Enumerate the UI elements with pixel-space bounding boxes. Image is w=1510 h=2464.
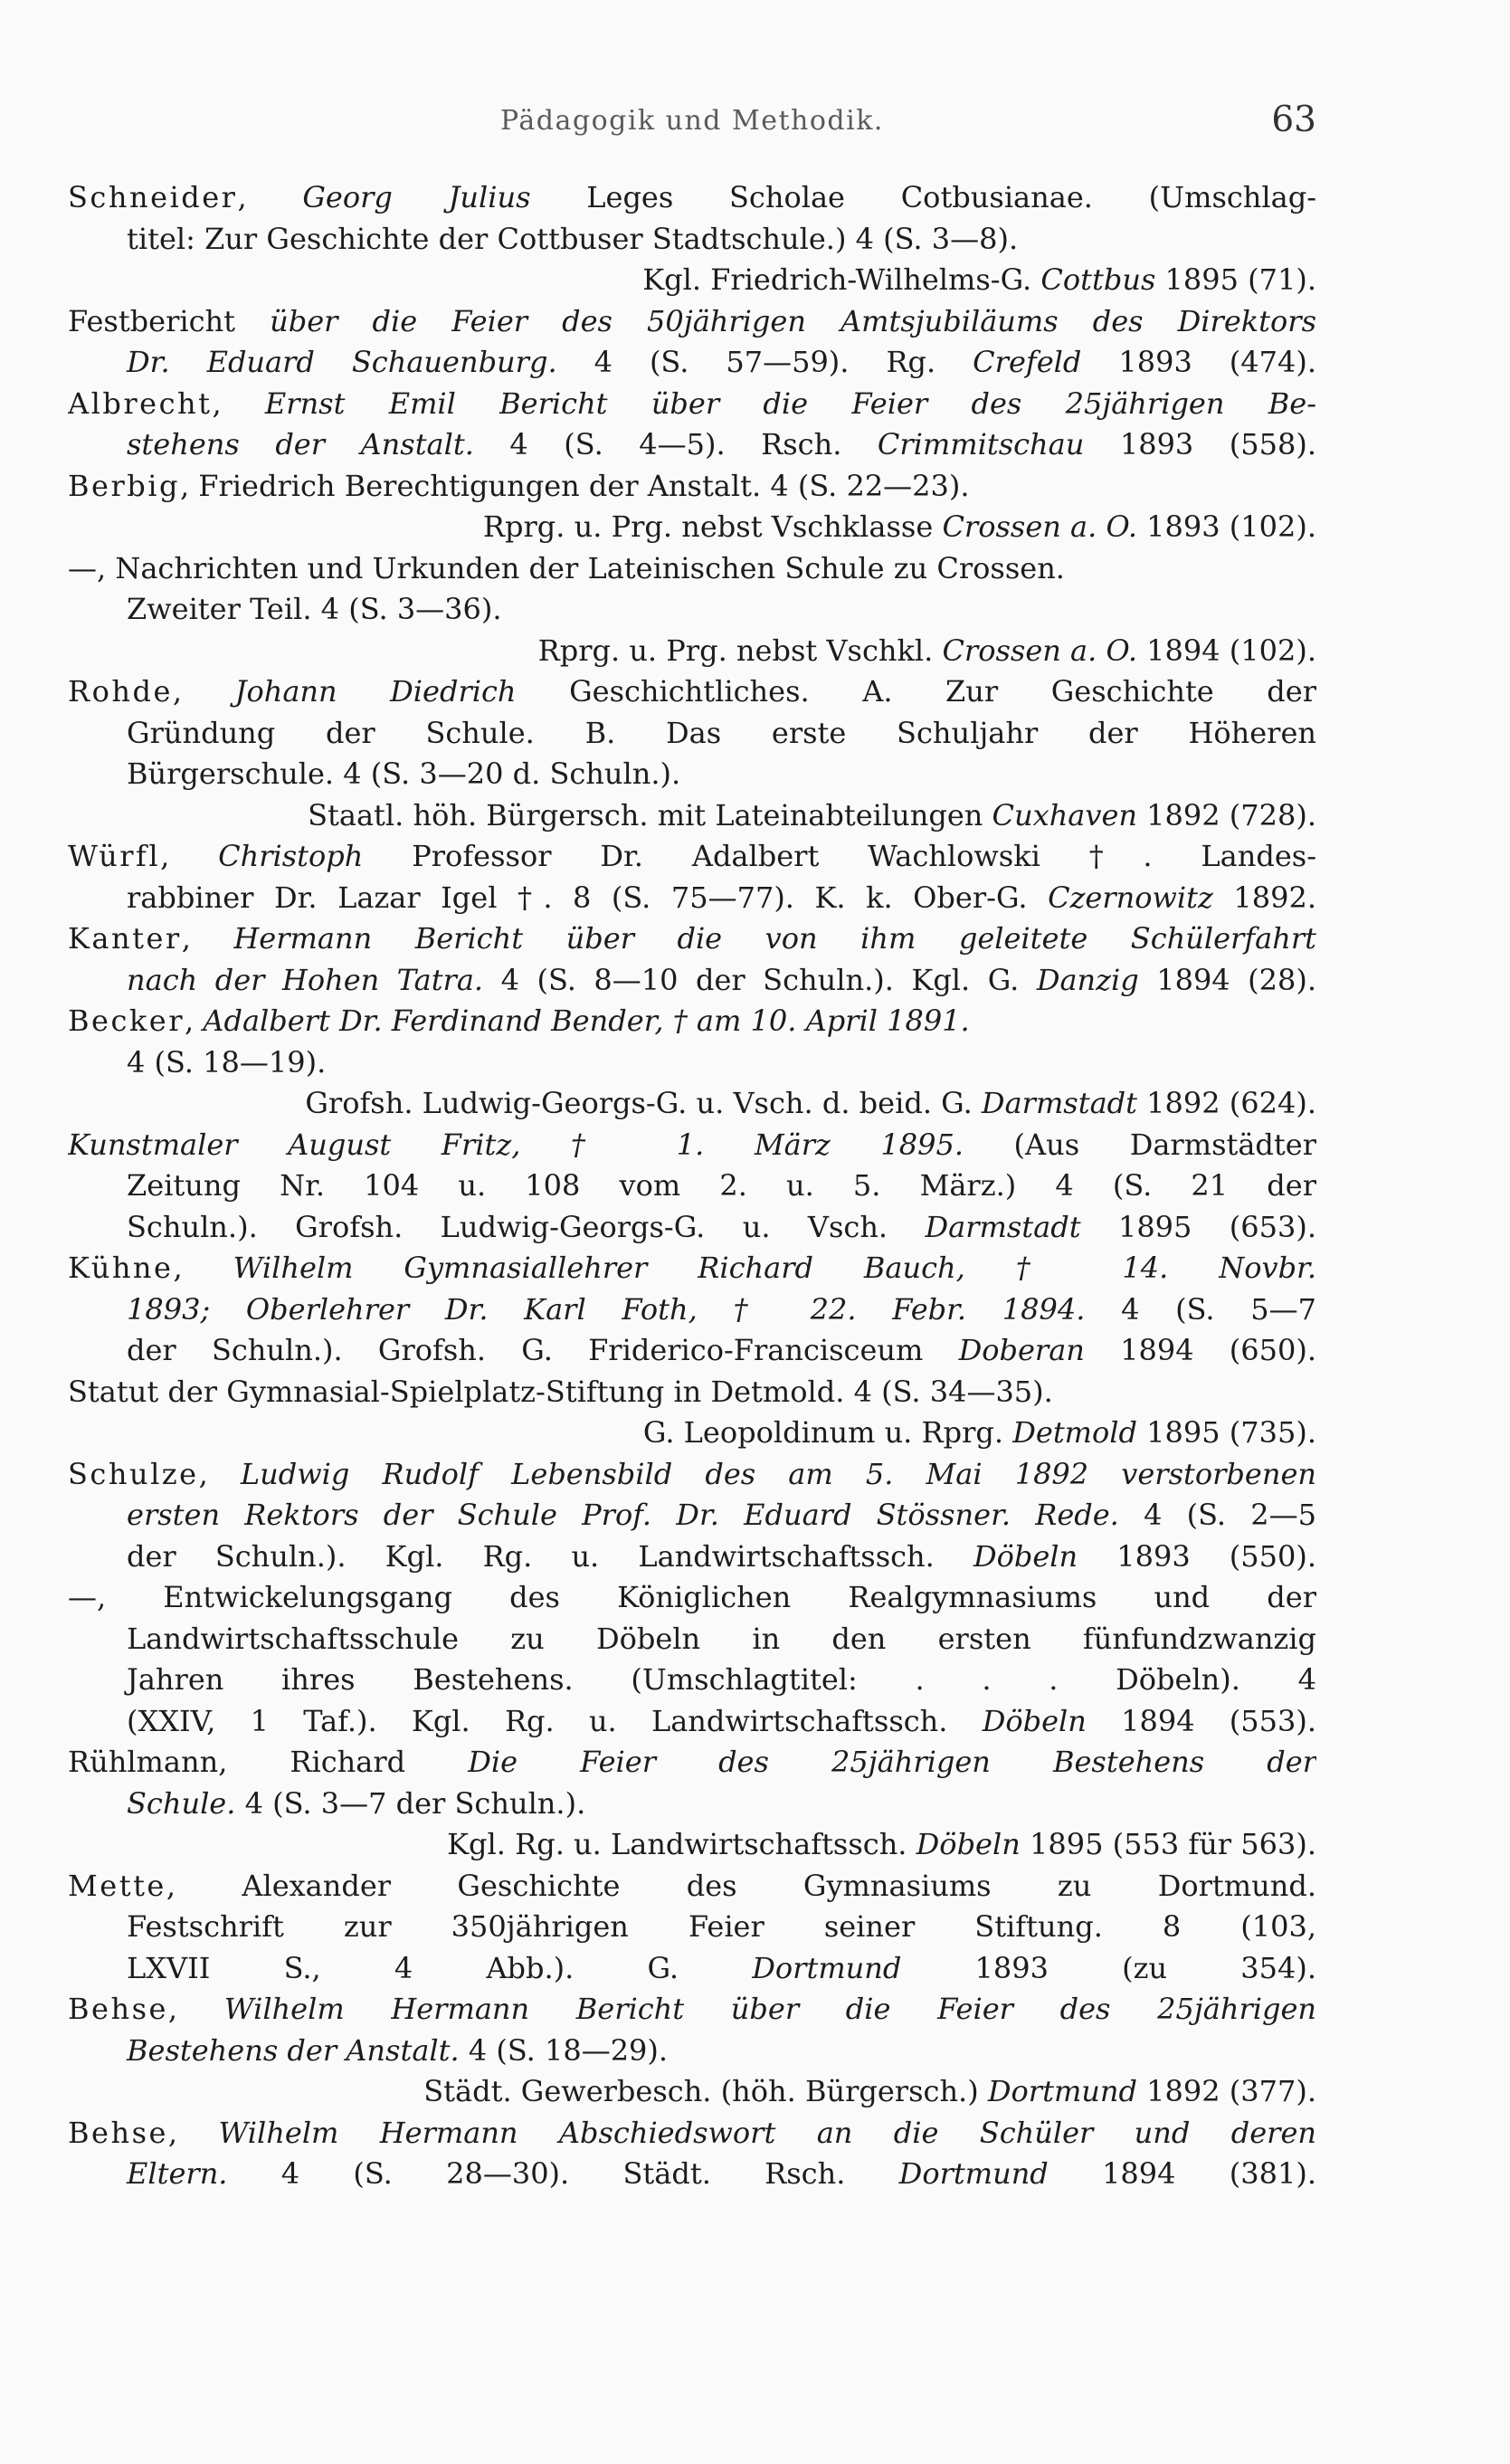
italic-text: Johann Diedrich xyxy=(234,674,517,709)
italic-text: 1893; Oberlehrer Dr. Karl Foth, † 22. Febr. 1894. xyxy=(127,1291,1086,1327)
text-run: , xyxy=(167,2115,219,2150)
author-name: Becker xyxy=(68,1004,185,1038)
text-line xyxy=(68,754,1316,795)
italic-text: Eltern. xyxy=(127,2156,228,2191)
text-line xyxy=(68,1495,1316,1536)
text-line xyxy=(68,1948,1316,1990)
text-run: LXVII S., 4 Abb.). G. xyxy=(127,1950,753,1985)
text-run: Leges Scholae Cotbusianae. (Umschlag- xyxy=(530,180,1316,214)
text-line xyxy=(68,1742,1316,1784)
italic-text: Döbeln xyxy=(916,1827,1021,1861)
text-line xyxy=(68,1784,1316,1825)
text-run: 1892. xyxy=(1212,880,1316,915)
author-name: Schulze xyxy=(68,1456,199,1491)
author-name: Rohde xyxy=(68,674,173,709)
author-name: Mette xyxy=(68,1868,166,1903)
italic-text: Dortmund xyxy=(987,2074,1137,2108)
text-run: Rühlmann, Richard xyxy=(68,1745,469,1779)
italic-text: Darmstadt xyxy=(925,1209,1081,1244)
text-line xyxy=(68,342,1316,384)
text-line xyxy=(68,301,1316,343)
text-line xyxy=(68,2154,1316,2195)
italic-text: Detmold xyxy=(1012,1415,1137,1450)
italic-text: Dortmund xyxy=(898,2156,1049,2191)
italic-text: Ludwig Rudolf Lebensbild des am 5. Mai 1892 verstorbenen xyxy=(240,1456,1316,1491)
text-run: 1895 (653). xyxy=(1080,1209,1316,1244)
text-run: , xyxy=(173,1251,233,1285)
text-run: , xyxy=(237,180,303,214)
italic-text: Dortmund xyxy=(752,1950,902,1985)
text-run: 1893 (102). xyxy=(1137,509,1316,544)
text-line xyxy=(68,795,1316,837)
italic-text: Crossen a. O. xyxy=(942,633,1137,668)
italic-text: Doberan xyxy=(958,1333,1085,1367)
text-line xyxy=(68,589,1316,631)
italic-text: Darmstadt xyxy=(981,1086,1137,1120)
text-run: , xyxy=(212,385,265,421)
text-run: , xyxy=(198,1456,241,1491)
text-run: der Schuln.). Grofsh. G. Friderico-Francisceum xyxy=(127,1333,959,1367)
italic-text: Die Feier des 25jährigen Bestehens der xyxy=(468,1745,1316,1779)
italic-text: über die Feier des 50jährigen Amtsjubiläums des Direktors xyxy=(270,303,1316,338)
text-run: 4 (S. 2—5 xyxy=(1118,1498,1316,1532)
text-line xyxy=(68,1577,1316,1619)
text-run: 1894 (553). xyxy=(1086,1703,1316,1738)
italic-text: nach der Hohen Tatra. xyxy=(127,962,484,997)
text-run: 4 (S. 8—10 der Schuln.). Kgl. G. xyxy=(483,962,1037,997)
text-line xyxy=(68,466,1316,508)
author-name: Schneider xyxy=(68,180,238,214)
italic-text: Bestehens der Anstalt. xyxy=(127,2032,460,2068)
author-name: Behse xyxy=(68,1992,168,2026)
italic-text: Hermann Bericht über die von ihm geleitete Schülerfahrt xyxy=(233,921,1316,956)
text-run: Landwirtschaftsschule zu Döbeln in den ersten fünfundzwanzig xyxy=(127,1621,1316,1656)
text-run: Festschrift zur 350jährigen Feier seiner Stiftung. 8 (103, xyxy=(127,1909,1316,1944)
text-line xyxy=(68,1125,1316,1166)
text-run: 4 (S. 57—59). Rg. xyxy=(556,345,973,379)
text-run: 1895 (735). xyxy=(1137,1415,1316,1450)
text-run: 1895 (71). xyxy=(1155,262,1316,297)
italic-text: Adalbert Dr. Ferdinand Bender, † am 10. April 1891. xyxy=(203,1004,970,1038)
text-line xyxy=(68,384,1316,425)
author-name: Kanter xyxy=(68,921,182,956)
text-run: rabbiner Dr. Lazar Igel †. 8 (S. 75—77). K. k. Ober-G. xyxy=(127,880,1049,915)
italic-text: Crimmitschau xyxy=(877,427,1085,461)
italic-text: Wilhelm Gymnasiallehrer Richard Bauch, † 14. Novbr. xyxy=(233,1251,1316,1285)
text-line xyxy=(68,1083,1316,1125)
text-run: —, Nachrichten und Urkunden der Lateinischen Schule zu Crossen. xyxy=(68,550,1065,585)
italic-text: Kunstmaler August Fritz, † 1. März 1895. xyxy=(68,1127,964,1162)
text-run: 4 (S. 18—29). xyxy=(459,2032,669,2068)
text-line xyxy=(68,219,1316,261)
text-run: , Alexander Geschichte des Gymnasiums zu Dortmund. xyxy=(166,1868,1316,1903)
italic-text: ersten Rektors der Schule Prof. Dr. Eduard Stössner. Rede. xyxy=(127,1498,1119,1532)
text-run: Rprg. u. Prg. nebst Vschklasse xyxy=(482,509,943,544)
text-run: 4 (S. 18—19). xyxy=(127,1044,327,1080)
text-line xyxy=(68,2031,1316,2072)
text-line xyxy=(68,713,1316,755)
text-line xyxy=(68,1042,1316,1084)
text-run: 4 (S. 4—5). Rsch. xyxy=(473,427,878,461)
author-name: Behse xyxy=(68,2115,168,2150)
text-run: 1894 (381). xyxy=(1048,2156,1316,2191)
text-line xyxy=(68,1001,1316,1042)
text-line xyxy=(68,1866,1316,1907)
text-run: Städt. Gewerbesch. (höh. Bürgersch.) xyxy=(423,2074,988,2108)
italic-text: Wilhelm Hermann Abschiedswort an die Schüler und deren xyxy=(218,2115,1316,2150)
text-run: 4 (S. 5—7 xyxy=(1085,1291,1316,1327)
italic-text: stehens der Anstalt. xyxy=(127,427,474,461)
text-run: , xyxy=(181,921,234,956)
text-run: Bürgerschule. 4 (S. 3—20 d. Schuln.). xyxy=(127,756,681,791)
text-run: 1893 (474). xyxy=(1081,345,1316,379)
text-line xyxy=(68,507,1316,548)
text-run: Rprg. u. Prg. nebst Vschkl. xyxy=(537,633,943,668)
text-run: Jahren ihres Bestehens. (Umschlagtitel: . . . Döbeln). 4 xyxy=(127,1662,1316,1697)
italic-text: Cottbus xyxy=(1040,262,1156,297)
text-run: G. Leopoldinum u. Rprg. xyxy=(642,1415,1013,1450)
text-line xyxy=(68,1536,1316,1578)
text-line xyxy=(68,177,1316,219)
text-line xyxy=(68,1701,1316,1743)
text-run: Grofsh. Ludwig-Georgs-G. u. Vsch. d. beid. G. xyxy=(305,1086,982,1120)
text-line xyxy=(68,1372,1316,1413)
text-run: Staatl. höh. Bürgersch. mit Lateinabteilungen xyxy=(308,797,992,832)
text-line xyxy=(68,960,1316,1002)
text-line xyxy=(68,1165,1316,1207)
text-line xyxy=(68,1989,1316,2031)
text-line xyxy=(68,2071,1316,2113)
italic-text: Wilhelm Hermann Bericht über die Feier des 25jährigen xyxy=(223,1992,1316,2026)
text-line xyxy=(68,1330,1316,1372)
text-run: Kgl. Rg. u. Landwirtschaftssch. xyxy=(447,1827,916,1861)
author-name: Berbig xyxy=(68,468,180,503)
text-run: —, Entwickelungsgang des Königlichen Realgymnasiums und der xyxy=(68,1580,1316,1614)
text-run: 1892 (624). xyxy=(1137,1086,1316,1120)
text-run: der Schuln.). Kgl. Rg. u. Landwirtschaftssch. xyxy=(127,1538,973,1574)
italic-text: Schule. xyxy=(127,1785,236,1821)
text-line xyxy=(68,1248,1316,1289)
text-line xyxy=(68,918,1316,960)
text-run: , xyxy=(185,1004,204,1038)
text-run: Schuln.). Grofsh. Ludwig-Georgs-G. u. Vsch. xyxy=(127,1209,926,1244)
italic-text: Czernowitz xyxy=(1048,880,1213,915)
text-line xyxy=(68,836,1316,878)
text-run: Festbericht xyxy=(68,303,271,338)
text-run: 4 (S. 28—30). Städt. Rsch. xyxy=(227,2156,899,2191)
text-run: Geschichtliches. A. Zur Geschichte der xyxy=(516,674,1316,709)
text-run: 1894 (28). xyxy=(1138,962,1316,997)
text-run: titel: Zur Geschichte der Cottbuser Stadtschule.) 4 (S. 3—8). xyxy=(127,221,1019,256)
italic-text: Döbeln xyxy=(982,1703,1087,1738)
text-run: 4 (S. 3—7 der Schuln.). xyxy=(235,1785,586,1821)
italic-text: Crefeld xyxy=(973,345,1082,379)
text-line xyxy=(68,424,1316,466)
text-run: 1895 (553 für 563). xyxy=(1020,1827,1316,1861)
text-run: 1892 (377). xyxy=(1137,2074,1316,2108)
text-line xyxy=(68,878,1316,919)
text-run: Zeitung Nr. 104 u. 108 vom 2. u. 5. März.) 4 (S. 21 der xyxy=(127,1168,1316,1203)
italic-text: Danzig xyxy=(1036,962,1139,997)
running-title: Pädagogik und Methodik. xyxy=(500,105,884,137)
text-line xyxy=(68,1660,1316,1701)
text-run: 1893 (zu 354). xyxy=(901,1950,1316,1985)
italic-text: Crossen a. O. xyxy=(942,509,1137,544)
text-run: 1893 (558). xyxy=(1084,427,1316,461)
text-line xyxy=(68,1207,1316,1249)
text-run: (Aus Darmstädter xyxy=(964,1127,1316,1162)
text-run: Gründung der Schule. B. Das erste Schuljahr der Höheren xyxy=(127,715,1316,750)
author-name: Kühne xyxy=(68,1251,174,1285)
text-line xyxy=(68,1824,1316,1866)
page-header xyxy=(68,100,1316,145)
text-line xyxy=(68,631,1316,672)
text-run: 1893 (550). xyxy=(1078,1538,1316,1574)
italic-text: Christoph xyxy=(218,839,364,873)
text-run: Zweiter Teil. 4 (S. 3—36). xyxy=(127,592,502,626)
text-run: (XXIV, 1 Taf.). Kgl. Rg. u. Landwirtschaftssch. xyxy=(127,1703,983,1738)
page-number: 63 xyxy=(1271,100,1316,140)
italic-text: Cuxhaven xyxy=(992,797,1137,832)
text-line xyxy=(68,548,1316,590)
italic-text: Döbeln xyxy=(973,1538,1078,1574)
text-run: , xyxy=(167,1992,224,2026)
text-run: 1894 (102). xyxy=(1137,633,1316,668)
text-line xyxy=(68,2113,1316,2155)
text-line xyxy=(68,1619,1316,1660)
italic-text: Ernst Emil Bericht über die Feier des 25jährigen Be- xyxy=(264,385,1316,421)
text-run: Professor Dr. Adalbert Wachlowski †. Landes- xyxy=(363,839,1316,873)
author-name: Würfl xyxy=(68,839,161,873)
text-run: 1894 (650). xyxy=(1084,1333,1316,1367)
text-run: 1892 (728). xyxy=(1137,797,1316,832)
bibliography-list xyxy=(68,177,1316,2195)
text-run: Kgl. Friedrich-Wilhelms-G. xyxy=(642,262,1041,297)
text-run: Statut der Gymnasial-Spielplatz-Stiftung in Detmold. 4 (S. 34—35). xyxy=(68,1374,1053,1409)
text-line xyxy=(68,671,1316,713)
text-run: , xyxy=(160,839,219,873)
text-line xyxy=(68,1413,1316,1454)
text-line xyxy=(68,260,1316,301)
italic-text: Georg Julius xyxy=(302,180,531,214)
text-run: , Friedrich Berechtigungen der Anstalt. 4 (S. 22—23). xyxy=(179,468,970,503)
text-line xyxy=(68,1454,1316,1496)
text-line xyxy=(68,1907,1316,1948)
text-line xyxy=(68,1289,1316,1331)
author-name: Albrecht xyxy=(68,385,213,421)
text-run: , xyxy=(172,674,235,709)
italic-text: Dr. Eduard Schauenburg. xyxy=(127,345,557,379)
